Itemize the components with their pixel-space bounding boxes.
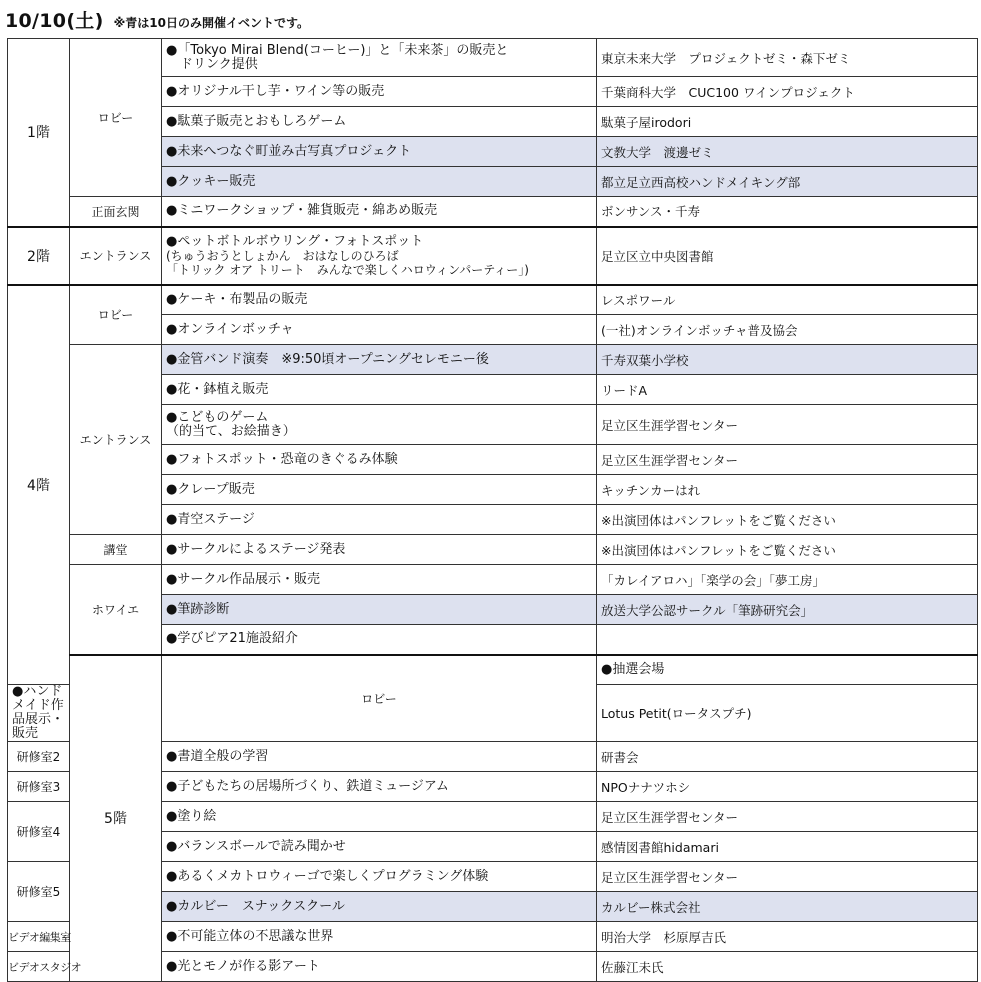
organizer-cell: 明治大学 杉原厚吉氏 — [597, 922, 978, 952]
organizer-cell: 足立区生涯学習センター — [597, 445, 978, 475]
area-study-room-4: 研修室4 — [8, 802, 70, 862]
organizer-cell: 足立区生涯学習センター — [597, 802, 978, 832]
area-lobby: ロビー — [70, 39, 162, 197]
area-lecture-hall: 講堂 — [70, 535, 162, 565]
floor-2f: 2階 — [8, 227, 70, 285]
area-foyer: ホワイエ — [70, 565, 162, 655]
table-row — [8, 39, 978, 77]
event-cell: ●フォトスポット・恐竜のきぐるみ体験 — [162, 445, 597, 475]
organizer-cell: 「カレイアロハ」「楽学の会」「夢工房」 — [597, 565, 978, 595]
event-cell: ●あるくメカトロウィーゴで楽しくプログラミング体験 — [162, 862, 597, 892]
event-cell: ●駄菓子販売とおもしろゲーム — [162, 107, 597, 137]
event-cell: ●学びピア21施設紹介 — [162, 625, 597, 655]
event-cell: ●塗り絵 — [162, 802, 597, 832]
event-cell: ●青空ステージ — [162, 505, 597, 535]
event-cell: ●抽選会場 — [597, 655, 978, 685]
organizer-cell: 都立足立西高校ハンドメイキング部 — [597, 167, 978, 197]
floor-4f: 4階 — [8, 285, 70, 685]
table-row — [8, 535, 978, 565]
area-study-room-3: 研修室3 — [8, 772, 70, 802]
organizer-cell: レスポワール — [597, 285, 978, 315]
organizer-cell: 東京未来大学 プロジェクトゼミ・森下ゼミ — [597, 39, 978, 77]
event-cell: ●筆跡診断 — [162, 595, 597, 625]
event-cell: ●ハンドメイド作品展示・販売 — [8, 685, 70, 742]
area-entrance: エントランス — [70, 345, 162, 535]
event-cell: ●バランスボールで読み聞かせ — [162, 832, 597, 862]
table-row — [8, 197, 978, 227]
event-cell: ●金管バンド演奏 ※9:50頃オープニングセレモニー後 — [162, 345, 597, 375]
organizer-cell: Lotus Petit(ロータスプチ) — [597, 685, 978, 742]
area-lobby: ロビー — [70, 285, 162, 345]
page-header — [5, 6, 309, 32]
organizer-cell: 駄菓子屋irodori — [597, 107, 978, 137]
event-cell: ●クッキー販売 — [162, 167, 597, 197]
table-row — [8, 227, 978, 285]
event-schedule-table — [7, 38, 978, 982]
organizer-cell: 千葉商科大学 CUC100 ワインプロジェクト — [597, 77, 978, 107]
legend-note: ※青は10日のみ開催イベントです。 — [113, 16, 310, 30]
table-row — [8, 285, 978, 315]
organizer-cell: 千寿双葉小学校 — [597, 345, 978, 375]
event-cell: ●オンラインボッチャ — [162, 315, 597, 345]
organizer-cell: 放送大学公認サークル「筆跡研究会」 — [597, 595, 978, 625]
organizer-cell: カルビー株式会社 — [597, 892, 978, 922]
event-cell: ●未来へつなぐ町並み古写真プロジェクト — [162, 137, 597, 167]
event-cell: ●「Tokyo Mirai Blend(コーヒー)」と「未来茶」の販売と ドリンク提供 — [162, 39, 597, 77]
organizer-cell: (一社)オンラインボッチャ普及協会 — [597, 315, 978, 345]
organizer-cell: 文教大学 渡邊ゼミ — [597, 137, 978, 167]
event-cell: ●不可能立体の不思議な世界 — [162, 922, 597, 952]
organizer-cell: ボンサンス・千寿 — [597, 197, 978, 227]
organizer-cell: キッチンカーはれ — [597, 475, 978, 505]
organizer-cell: ※出演団体はパンフレットをご覧ください — [597, 505, 978, 535]
event-cell: ●書道全般の学習 — [162, 742, 597, 772]
event-cell: ●カルビー スナックスクール — [162, 892, 597, 922]
organizer-cell: リードA — [597, 375, 978, 405]
organizer-cell — [597, 625, 978, 655]
event-cell: ●こどものゲーム （的当て、お絵描き） — [162, 405, 597, 445]
table-row — [8, 345, 978, 375]
area-front: 正面玄関 — [70, 197, 162, 227]
organizer-cell: 研書会 — [597, 742, 978, 772]
event-cell: ●クレープ販売 — [162, 475, 597, 505]
organizer-cell: 足立区生涯学習センター — [597, 862, 978, 892]
area-entrance: エントランス — [70, 227, 162, 285]
event-cell: ●サークルによるステージ発表 — [162, 535, 597, 565]
organizer-cell: 足立区立中央図書館 — [597, 227, 978, 285]
area-study-room-2: 研修室2 — [8, 742, 70, 772]
event-cell: ●オリジナル干し芋・ワイン等の販売 — [162, 77, 597, 107]
event-cell: ●ペットボトルボウリング・フォトスポット (ちゅうおうとしょかん おはなしのひろば 「トリック オア トリート みんなで楽しくハロウィンパーティー」) — [162, 227, 597, 285]
event-cell: ●子どもたちの居場所づくり、鉄道ミュージアム — [162, 772, 597, 802]
floor-1f: 1階 — [8, 39, 70, 227]
table-row — [8, 565, 978, 595]
area-video-studio: ビデオスタジオ — [8, 952, 70, 982]
event-cell: ●花・鉢植え販売 — [162, 375, 597, 405]
event-date: 10/10(土) — [5, 10, 104, 32]
event-cell: ●光とモノが作る影アート — [162, 952, 597, 982]
event-cell: ●ケーキ・布製品の販売 — [162, 285, 597, 315]
organizer-cell: 感情図書館hidamari — [597, 832, 978, 862]
area-lobby: ロビー — [162, 655, 597, 742]
event-cell: ●ミニワークショップ・雑貨販売・綿あめ販売 — [162, 197, 597, 227]
organizer-cell: ※出演団体はパンフレットをご覧ください — [597, 535, 978, 565]
organizer-cell: 佐藤江未氏 — [597, 952, 978, 982]
floor-5f: 5階 — [70, 655, 162, 982]
event-cell: ●サークル作品展示・販売 — [162, 565, 597, 595]
organizer-cell: 足立区生涯学習センター — [597, 405, 978, 445]
organizer-cell: NPOナナツホシ — [597, 772, 978, 802]
table-row — [8, 655, 978, 685]
area-study-room-5: 研修室5 — [8, 862, 70, 922]
area-video-editing-room: ビデオ編集室 — [8, 922, 70, 952]
